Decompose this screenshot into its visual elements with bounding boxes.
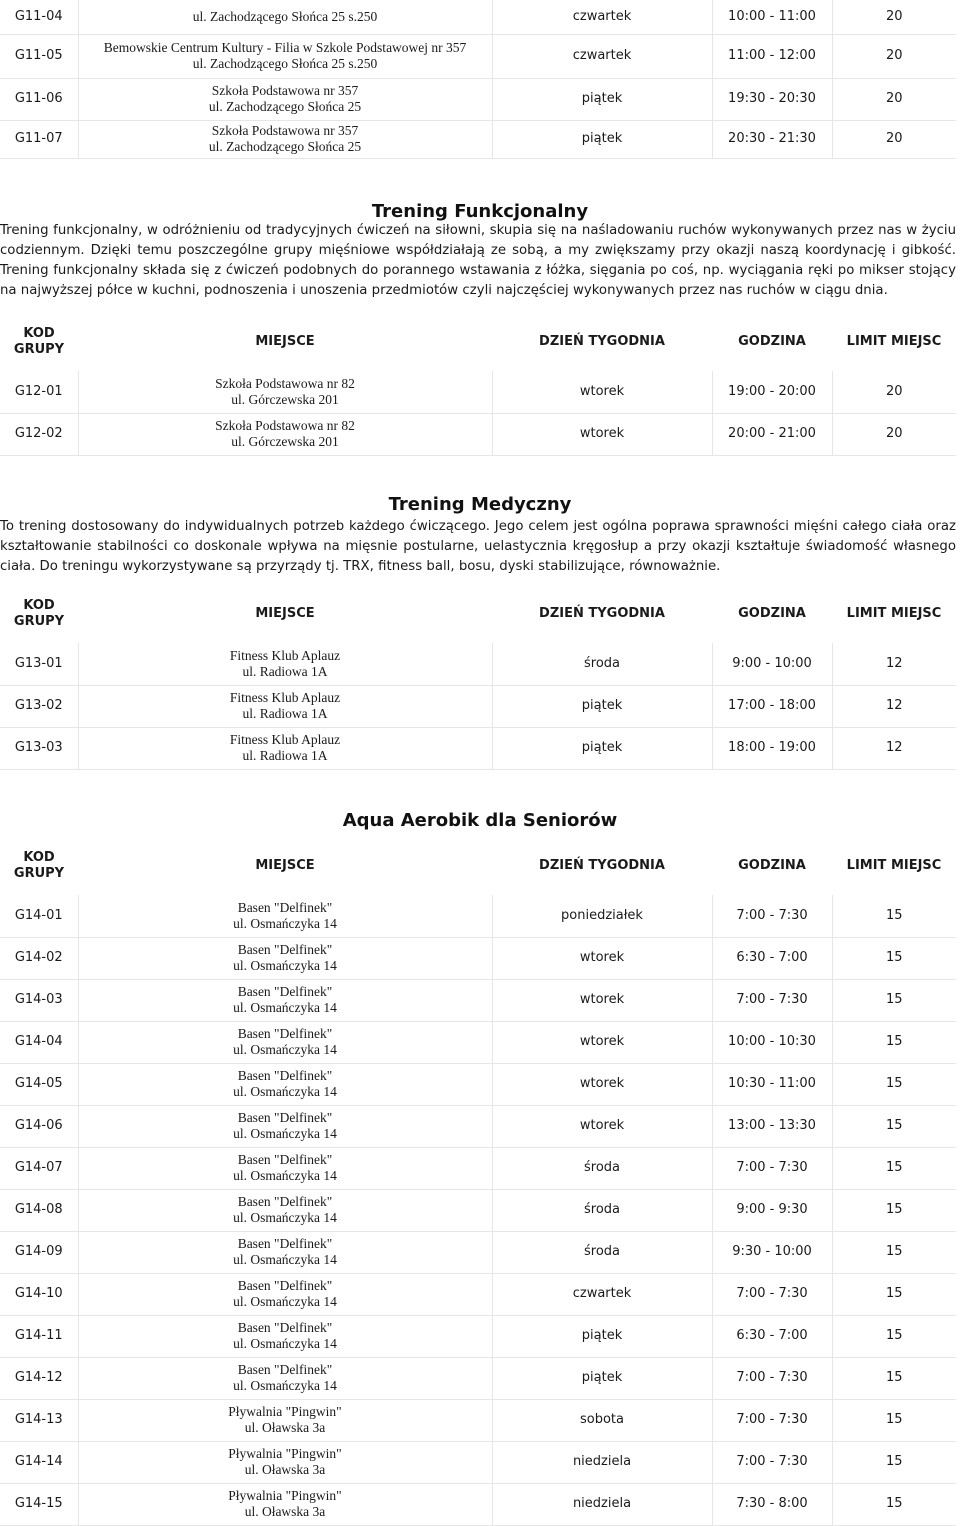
section-title-aqua: Aqua Aerobik dla Seniorów xyxy=(342,810,618,831)
table-row xyxy=(0,1273,956,1315)
place-name: Basen "Delfinek" xyxy=(237,1026,333,1041)
place-name: Fitness Klub Aplauz xyxy=(229,690,341,705)
place-name: Fitness Klub Aplauz xyxy=(229,647,341,663)
group-code: G14-03 xyxy=(0,979,78,1021)
header-code-line1: KOD xyxy=(23,850,55,865)
group-place xyxy=(78,979,492,1021)
place-name: Szkoła Podstawowa nr 357 xyxy=(211,123,359,138)
place-name: Basen "Delfinek" xyxy=(237,984,333,999)
group-place xyxy=(78,413,492,455)
place-name: Basen "Delfinek" xyxy=(237,1236,333,1251)
table-row xyxy=(0,1105,956,1147)
header-code-line2: GRUPY xyxy=(13,866,65,881)
place-name: Basen "Delfinek" xyxy=(237,1194,333,1209)
place-address: ul. Górczewska 201 xyxy=(231,434,339,449)
group-limit: 15 xyxy=(832,979,956,1021)
header-code-line1: KOD xyxy=(23,326,55,341)
group-limit: 15 xyxy=(832,1147,956,1189)
header-hour: GODZINA xyxy=(738,858,806,873)
header-code xyxy=(0,585,78,643)
header-day: DZIEŃ TYGODNIA xyxy=(539,334,665,349)
table-row xyxy=(0,1021,956,1063)
place-address: ul. Oławska 3a xyxy=(244,1462,326,1477)
section-description-funkcjonalny: Trening funkcjonalny, w odróżnieniu od tradycyjnych ćwiczeń na siłowni, skupia się na naśladowaniu ruchów wykonywanych przez nas w życiu codziennym. Dzięki temu poszczególne grupy mięśniowe współdziałają ze sobą, a my zwiększamy przy okazji naszą koordynację i gibkość. Trening funkcjonalny składa się z ćwiczeń podobnych do porannego wstawania z łóżka, sięgania po coś, np. wyciągania ręki po mikser stojący na najwyższej półce w kuchni, podnoszenia i unoszenia przedmiotów czyli najczęściej wykonywanych przez nas ruchów w ciągu dnia. xyxy=(0,223,956,298)
table-row xyxy=(0,727,956,769)
table-header-row xyxy=(0,837,956,895)
place-address: ul. Osmańczyka 14 xyxy=(233,1084,337,1099)
group-hour: 9:00 - 9:30 xyxy=(712,1189,832,1231)
group-code: G14-05 xyxy=(0,1063,78,1105)
group-code: G13-03 xyxy=(0,727,78,769)
group-hour: 6:30 - 7:00 xyxy=(712,937,832,979)
group-limit: 15 xyxy=(832,1063,956,1105)
schedule-table-g12 xyxy=(0,313,956,456)
group-limit: 20 xyxy=(832,34,956,78)
group-limit: 15 xyxy=(832,1399,956,1441)
place-address: ul. Osmańczyka 14 xyxy=(233,1168,337,1183)
table-row xyxy=(0,1441,956,1483)
group-limit: 20 xyxy=(832,120,956,158)
group-hour: 17:00 - 18:00 xyxy=(712,685,832,727)
group-limit: 15 xyxy=(832,1315,956,1357)
group-hour: 19:00 - 20:00 xyxy=(712,371,832,413)
group-day: piątek xyxy=(492,685,712,727)
group-place xyxy=(78,120,492,158)
group-code: G13-02 xyxy=(0,685,78,727)
group-hour: 10:00 - 11:00 xyxy=(712,0,832,34)
table-row xyxy=(0,371,956,413)
header-place: MIEJSCE xyxy=(255,334,315,349)
group-day: czwartek xyxy=(492,0,712,34)
place-name: Basen "Delfinek" xyxy=(237,1278,333,1293)
group-place xyxy=(78,371,492,413)
header-code xyxy=(0,837,78,895)
group-day: sobota xyxy=(492,1399,712,1441)
header-code xyxy=(0,313,78,371)
section-title-funkcjonalny: Trening Funkcjonalny xyxy=(371,201,589,222)
group-day: środa xyxy=(492,1189,712,1231)
place-address: ul. Osmańczyka 14 xyxy=(233,1378,337,1393)
header-place: MIEJSCE xyxy=(255,606,315,621)
group-day: wtorek xyxy=(492,371,712,413)
group-day: środa xyxy=(492,1147,712,1189)
group-code: G14-11 xyxy=(0,1315,78,1357)
group-day: wtorek xyxy=(492,413,712,455)
group-day: piątek xyxy=(492,78,712,120)
group-place xyxy=(78,685,492,727)
table-row xyxy=(0,78,956,120)
place-address: ul. Osmańczyka 14 xyxy=(233,958,337,973)
group-day: piątek xyxy=(492,120,712,158)
table-row xyxy=(0,413,956,455)
group-limit: 15 xyxy=(832,1357,956,1399)
group-place xyxy=(78,1315,492,1357)
group-limit: 15 xyxy=(832,1189,956,1231)
group-day: piątek xyxy=(492,727,712,769)
schedule-table-g13 xyxy=(0,585,956,770)
place-address: ul. Osmańczyka 14 xyxy=(233,1294,337,1309)
header-hour: GODZINA xyxy=(738,334,806,349)
table-row xyxy=(0,1399,956,1441)
group-day: środa xyxy=(492,643,712,685)
group-code: G14-08 xyxy=(0,1189,78,1231)
group-place xyxy=(78,1273,492,1315)
place-name: Pływalnia "Pingwin" xyxy=(228,1446,342,1461)
place-name: Szkoła Podstawowa nr 82 xyxy=(215,375,355,391)
group-limit: 20 xyxy=(832,371,956,413)
group-place xyxy=(78,1441,492,1483)
group-place xyxy=(78,34,492,78)
group-code: G12-01 xyxy=(0,371,78,413)
group-day: czwartek xyxy=(492,1273,712,1315)
group-day: czwartek xyxy=(492,34,712,78)
group-limit: 15 xyxy=(832,1483,956,1525)
table-row xyxy=(0,1189,956,1231)
table-row xyxy=(0,120,956,158)
group-code: G12-02 xyxy=(0,413,78,455)
group-hour: 10:30 - 11:00 xyxy=(712,1063,832,1105)
header-hour: GODZINA xyxy=(738,606,806,621)
group-hour: 7:00 - 7:30 xyxy=(712,1273,832,1315)
group-hour: 7:30 - 8:00 xyxy=(712,1483,832,1525)
group-day: wtorek xyxy=(492,1063,712,1105)
group-place xyxy=(78,727,492,769)
group-day: wtorek xyxy=(492,1021,712,1063)
group-day: piątek xyxy=(492,1357,712,1399)
table-row xyxy=(0,895,956,937)
place-name: Szkoła Podstawowa nr 82 xyxy=(215,418,355,433)
group-hour: 13:00 - 13:30 xyxy=(712,1105,832,1147)
place-address: ul. Osmańczyka 14 xyxy=(233,1252,337,1267)
group-limit: 12 xyxy=(832,685,956,727)
place-name: Fitness Klub Aplauz xyxy=(229,732,341,747)
place-address: ul. Oławska 3a xyxy=(244,1504,326,1519)
table-header-row xyxy=(0,313,956,371)
schedule-table-g14 xyxy=(0,837,956,1526)
group-code: G14-10 xyxy=(0,1273,78,1315)
group-day: piątek xyxy=(492,1315,712,1357)
group-place xyxy=(78,1147,492,1189)
group-limit: 15 xyxy=(832,1105,956,1147)
place-address: ul. Osmańczyka 14 xyxy=(233,915,337,931)
group-hour: 7:00 - 7:30 xyxy=(712,1357,832,1399)
schedule-body-g12 xyxy=(0,313,956,455)
group-place xyxy=(78,1105,492,1147)
place-address: ul. Zachodzącego Słońca 25 s.250 xyxy=(192,56,378,71)
group-code: G14-09 xyxy=(0,1231,78,1273)
table-row xyxy=(0,685,956,727)
table-row xyxy=(0,979,956,1021)
group-code: G14-06 xyxy=(0,1105,78,1147)
place-address: ul. Osmańczyka 14 xyxy=(233,1042,337,1057)
group-code: G13-01 xyxy=(0,643,78,685)
group-hour: 19:30 - 20:30 xyxy=(712,78,832,120)
group-limit: 12 xyxy=(832,643,956,685)
place-address: ul. Radiowa 1A xyxy=(242,706,328,721)
group-code: G14-13 xyxy=(0,1399,78,1441)
group-place xyxy=(78,895,492,937)
table-row xyxy=(0,643,956,685)
group-hour: 6:30 - 7:00 xyxy=(712,1315,832,1357)
place-name: Pływalnia "Pingwin" xyxy=(228,1404,342,1419)
group-place xyxy=(78,1483,492,1525)
place-name: Basen "Delfinek" xyxy=(237,1110,333,1125)
group-place xyxy=(78,1021,492,1063)
place-name: Basen "Delfinek" xyxy=(237,942,333,957)
group-day: niedziela xyxy=(492,1441,712,1483)
place-address: ul. Górczewska 201 xyxy=(231,391,339,407)
group-code: G11-07 xyxy=(0,120,78,158)
group-hour: 7:00 - 7:30 xyxy=(712,1441,832,1483)
group-limit: 20 xyxy=(832,78,956,120)
group-hour: 7:00 - 7:30 xyxy=(712,895,832,937)
group-code: G11-05 xyxy=(0,34,78,78)
group-place xyxy=(78,1063,492,1105)
group-place xyxy=(78,1357,492,1399)
group-hour: 18:00 - 19:00 xyxy=(712,727,832,769)
header-limit: LIMIT MIEJSC xyxy=(846,606,942,621)
group-limit: 15 xyxy=(832,1021,956,1063)
header-code-line2: GRUPY xyxy=(13,342,65,357)
table-row xyxy=(0,1315,956,1357)
section-description-medyczny: To trening dostosowany do indywidualnych potrzeb każdego ćwiczącego. Jego celem jest ogólna poprawa sprawności mięśni całego ciała oraz kształtowanie stabilności co doskonale wpływa na mięsnie postularne, uelastycznia kręgosłup a przy okazji kształtuje świadomość własnego ciała. Do treningu wykorzystywane są przyrządy tj. TRX, fitness ball, bosu, dyski stabilizujące, równoważnie. xyxy=(0,519,956,574)
header-day: DZIEŃ TYGODNIA xyxy=(539,606,665,621)
group-code: G14-07 xyxy=(0,1147,78,1189)
group-limit: 15 xyxy=(832,1231,956,1273)
place-address: ul. Osmańczyka 14 xyxy=(233,1336,337,1351)
group-code: G11-06 xyxy=(0,78,78,120)
group-day: poniedziałek xyxy=(492,895,712,937)
schedule-table-g11 xyxy=(0,0,956,159)
group-code: G14-12 xyxy=(0,1357,78,1399)
place-name: Basen "Delfinek" xyxy=(237,1152,333,1167)
group-hour: 7:00 - 7:30 xyxy=(712,979,832,1021)
place-address: ul. Radiowa 1A xyxy=(242,748,328,763)
group-hour: 7:00 - 7:30 xyxy=(712,1147,832,1189)
place-name: Pływalnia "Pingwin" xyxy=(228,1488,342,1503)
place-name: Basen "Delfinek" xyxy=(237,1068,333,1083)
group-place xyxy=(78,643,492,685)
group-place xyxy=(78,1399,492,1441)
group-day: środa xyxy=(492,1231,712,1273)
table-header-row xyxy=(0,585,956,643)
table-row xyxy=(0,937,956,979)
place-address: ul. Osmańczyka 14 xyxy=(233,1126,337,1141)
group-place xyxy=(78,0,492,34)
place-address: ul. Osmańczyka 14 xyxy=(233,1210,337,1225)
place-address: ul. Zachodzącego Słońca 25 xyxy=(208,139,362,154)
place-name: Basen "Delfinek" xyxy=(237,1320,333,1335)
place-name: Basen "Delfinek" xyxy=(237,899,333,915)
table-row xyxy=(0,34,956,78)
place-address: ul. Radiowa 1A xyxy=(242,663,328,679)
group-code: G14-15 xyxy=(0,1483,78,1525)
place-name: Bemowskie Centrum Kultury - Filia w Szkole Podstawowej nr 357 xyxy=(103,40,467,55)
group-hour: 20:00 - 21:00 xyxy=(712,413,832,455)
group-hour: 9:00 - 10:00 xyxy=(712,643,832,685)
group-hour: 7:00 - 7:30 xyxy=(712,1399,832,1441)
group-hour: 20:30 - 21:30 xyxy=(712,120,832,158)
header-code-line1: KOD xyxy=(23,598,55,613)
group-place xyxy=(78,937,492,979)
place-name: ul. Zachodzącego Słońca 25 s.250 xyxy=(192,8,378,24)
group-code: G14-02 xyxy=(0,937,78,979)
group-limit: 15 xyxy=(832,937,956,979)
table-row xyxy=(0,1063,956,1105)
header-code-line2: GRUPY xyxy=(13,614,65,629)
header-place: MIEJSCE xyxy=(255,858,315,873)
table-row xyxy=(0,1357,956,1399)
table-row xyxy=(0,1483,956,1525)
table-row xyxy=(0,1147,956,1189)
place-name: Szkoła Podstawowa nr 357 xyxy=(211,83,359,98)
group-day: wtorek xyxy=(492,937,712,979)
schedule-body-g14 xyxy=(0,837,956,1525)
group-place xyxy=(78,1231,492,1273)
group-place xyxy=(78,1189,492,1231)
header-limit: LIMIT MIEJSC xyxy=(846,858,942,873)
group-code: G14-01 xyxy=(0,895,78,937)
group-day: wtorek xyxy=(492,979,712,1021)
place-name: Basen "Delfinek" xyxy=(237,1362,333,1377)
group-limit: 20 xyxy=(832,0,956,34)
group-code: G11-04 xyxy=(0,0,78,34)
header-day: DZIEŃ TYGODNIA xyxy=(539,858,665,873)
group-place xyxy=(78,78,492,120)
schedule-body-g11 xyxy=(0,0,956,158)
group-day: wtorek xyxy=(492,1105,712,1147)
group-code: G14-04 xyxy=(0,1021,78,1063)
group-limit: 15 xyxy=(832,1273,956,1315)
group-limit: 20 xyxy=(832,413,956,455)
group-hour: 10:00 - 10:30 xyxy=(712,1021,832,1063)
place-address: ul. Osmańczyka 14 xyxy=(233,1000,337,1015)
place-address: ul. Zachodzącego Słońca 25 xyxy=(208,99,362,114)
table-row xyxy=(0,1231,956,1273)
place-address: ul. Oławska 3a xyxy=(244,1420,326,1435)
group-hour: 9:30 - 10:00 xyxy=(712,1231,832,1273)
group-limit: 15 xyxy=(832,895,956,937)
table-row xyxy=(0,0,956,34)
group-limit: 12 xyxy=(832,727,956,769)
header-limit: LIMIT MIEJSC xyxy=(846,334,942,349)
group-code: G14-14 xyxy=(0,1441,78,1483)
group-limit: 15 xyxy=(832,1441,956,1483)
group-day: niedziela xyxy=(492,1483,712,1525)
group-hour: 11:00 - 12:00 xyxy=(712,34,832,78)
section-title-medyczny: Trening Medyczny xyxy=(388,494,572,515)
schedule-body-g13 xyxy=(0,585,956,769)
